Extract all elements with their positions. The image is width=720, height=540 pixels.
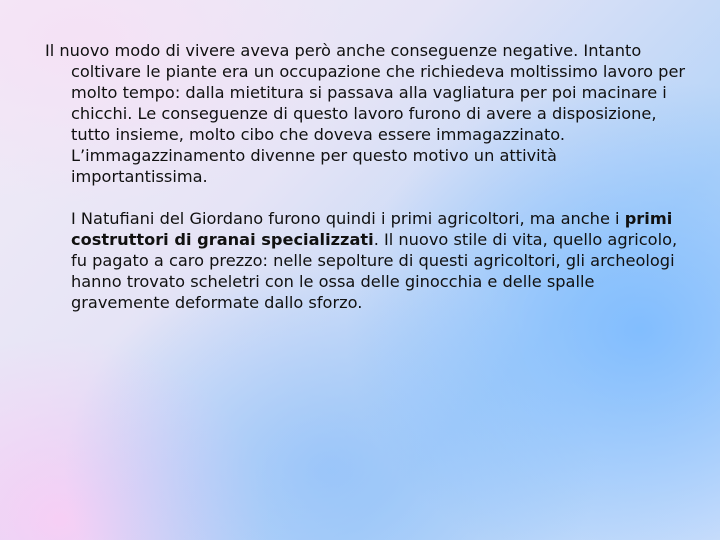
paragraph-natufians-rest: . Il nuovo stile di vita, quello agricolo, fu pagato a caro prezzo: nelle sepolture di questi agricoltori, gli archeologi hanno trovato scheletri con le ossa delle ginocchia e delle spalle gravemente deformate dallo sforzo. [71, 230, 678, 312]
paragraph-natufians-bold: primi costruttori di granai specializzati [71, 209, 673, 249]
slide-body [45, 40, 695, 313]
paragraph-natufians [71, 208, 695, 313]
paragraph-consequences: Il nuovo modo di vivere aveva però anche conseguenze negative. Intanto coltivare le piante era un occupazione che richiedeva moltissimo lavoro per molto tempo: dalla mietitura si passava alla vagliatura per poi macinare i chicchi. Le conseguenze di questo lavoro furono di avere a disposizione, tutto insieme, molto cibo che doveva essere immagazzinato. L’immagazzinamento divenne per questo motivo un attività importantissima. [45, 41, 686, 186]
paragraph-natufians-lead: I Natufiani del Giordano furono quindi i primi agricoltori, ma anche i [71, 209, 625, 228]
